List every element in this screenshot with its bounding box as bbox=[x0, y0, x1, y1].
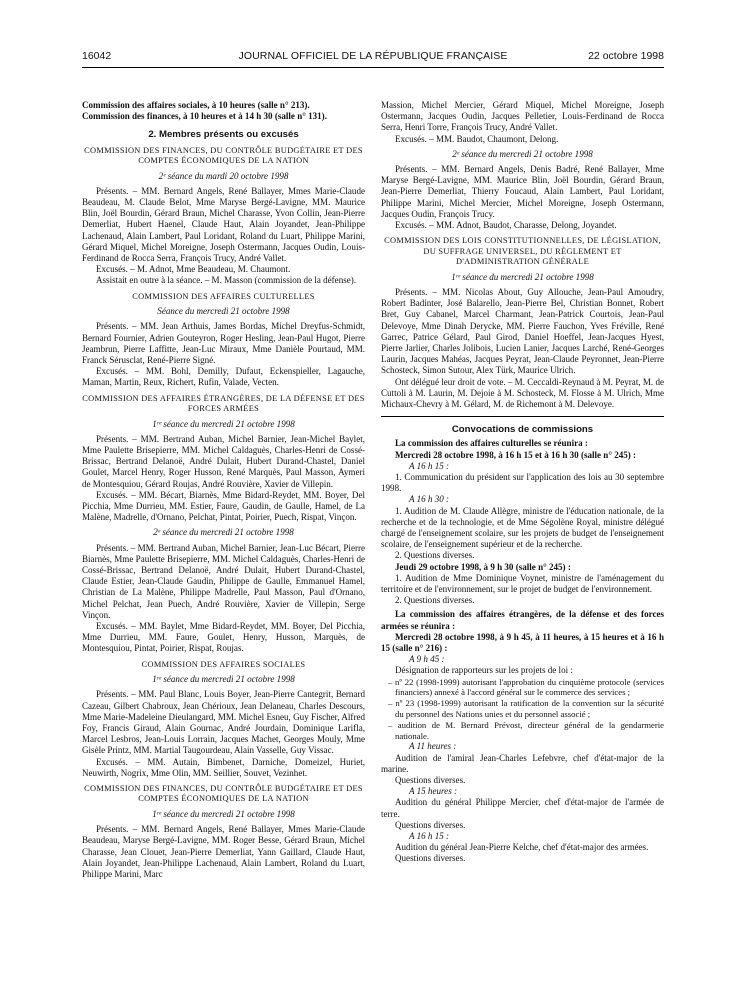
agenda-subitem: – nº 22 (1998-1999) autorisant l'approbation du cinquième protocole (services financiers) annexé à l'accord général sur le commerce des services ; bbox=[388, 676, 664, 698]
convocation-intro: La commission des affaires culturelles se réunira : bbox=[395, 438, 588, 449]
header-rule bbox=[82, 67, 664, 68]
session-title: 2ᵉ séance du mardi 20 octobre 1998 bbox=[158, 170, 289, 181]
session-title: Séance du mercredi 21 octobre 1998 bbox=[157, 306, 290, 317]
presents-paragraph: Présents. – MM. Bernard Angels, Denis Badré, René Ballayer, Mme Maryse Bergé-Lavigne, MM. Maurice Blin, Joël Bourdin, Gérard Braun, Jean-Pierre Demerliat, Thierry Foucaud, Alain Lambert, Paul Loridant, Philippe Marini, Michel Mercier, Michel Moreigne, Joseph Ostermann, Jacques Oudin, François Trucy. bbox=[381, 164, 664, 219]
agenda-item: Questions diverses. bbox=[395, 853, 466, 864]
time-slot: A 11 heures : bbox=[409, 741, 457, 752]
left-column bbox=[82, 100, 365, 880]
journal-title: JOURNAL OFFICIEL DE LA RÉPUBLIQUE FRANÇAISE bbox=[238, 50, 508, 62]
convocation-intro: La commission des affaires étrangères, de la défense et des forces armées se réunira : bbox=[381, 609, 664, 631]
agenda-item: 1. Audition de M. Claude Allègre, ministre de l'éducation nationale, de la recherche et de la technologie, et de Mme Ségolène Royal, ministre délégué chargé de l'enseignement scolaire, sur les projets de budget de l'enseignement scolaire, de l'enseignement supérieur et de la recherche. bbox=[381, 505, 664, 550]
time-slot: A 16 h 15 : bbox=[409, 460, 450, 471]
presents-paragraph: Présents. – MM. Bernard Angels, René Ballayer, Mmes Marie-Claude Beaudeau, Maryse Bergé-Lavigne, MM. Roger Besse, Gérard Braun, Michel Charasse, Jean Clouet, Jean-Pierre Demerliat, Yann Gaillard, Claude Haut, Alain Joyandet, Jean-Philippe Lachenaud, Alain Lambert, Roland du Luart, Philippe Marini, Marc bbox=[82, 824, 365, 879]
time-slot: A 16 h 15 : bbox=[409, 831, 450, 842]
section-title: 2. Membres présents ou excusés bbox=[148, 129, 299, 141]
page-number: 16042 bbox=[82, 50, 112, 62]
excuses-paragraph: Excusés. – MM. Bohl, Demilly, Dufaut, Eckenspieller, Lagauche, Maman, Martin, Reux, Richert, Rufin, Valade, Vecten. bbox=[82, 366, 365, 388]
excuses-paragraph: Excusés. – MM. Adnot, Baudot, Charasse, Delong, Joyandet. bbox=[395, 220, 617, 231]
presents-paragraph: Présents. – MM. Bertrand Auban, Michel Barnier, Jean-Michel Baylet, Mme Paulette Brisepierre, MM. Michel Caldaguès, Charles-Henri de Cossé-Brissac, Bertrand Delanoë, André Dulait, Hubert Durand-Chastel, Daniel Goulet, Marcel Henry, Roger Husson, René Marquès, Paul Masson, Aymeri de Montesquiou, Gérard Roujas, André Rouvière, Xavier de Villepin. bbox=[82, 433, 365, 489]
excuses-paragraph: Excusés. – MM. Autain, Bimbenet, Darniche, Domeizel, Huriet, Neuwirth, Nogrix, Mme Olin, MM. Seillier, Souvet, Vezinhet. bbox=[82, 756, 365, 778]
delegation-paragraph: Ont délégué leur droit de vote. – M. Ceccaldi-Reynaud à M. Peyrat, M. de Cuttoli à M. Laurin, M. Dejoie à M. Schosteck, M. Flosse à M. Ulrich, Mme Michaux-Chevry à M. Gélard, M. de Richemont à M. Delevoye. bbox=[381, 376, 664, 409]
agenda-item: 2. Questions diverses. bbox=[395, 595, 475, 606]
agenda-item: Désignation de rapporteurs sur les projets de loi : bbox=[395, 665, 573, 676]
presents-paragraph: Présents. – MM. Bertrand Auban, Michel Barnier, Jean-Luc Bécart, Pierre Biarnès, Mme Paulette Brisepierre, MM. Michel Caldaguès, Charles-Henri de Cossé-Brissac, Bertrand Delanoë, André Dulait, Hubert Durand-Chastel, Claude Estier, Jean-Claude Gaudin, Philippe de Gaulle, Emmanuel Hamel, Christian de La Malène, Philippe Madrelle, Paul Masson, Paul d'Ornano, Michel Pelchat, Jean Puech, André Rouvière, Xavier de Villepin, Serge Vinçon. bbox=[82, 542, 365, 620]
agenda-item: 1. Audition de Mme Dominique Voynet, ministre de l'aménagement du territoire et de l'environnement, sur le projet de budget de l'environnement. bbox=[381, 572, 664, 595]
time-slot: A 16 h 30 : bbox=[409, 494, 450, 505]
session-title: 1ʳᵉ séance du mercredi 21 octobre 1998 bbox=[152, 418, 295, 429]
agenda-item: Questions diverses. bbox=[395, 819, 466, 830]
time-slot: A 15 heures : bbox=[409, 786, 457, 797]
agenda-item: 1. Communication du président sur l'application des lois au 30 septembre 1998. bbox=[381, 471, 664, 494]
commission-title-finances: COMMISSION DES FINANCES, DU CONTRÔLE BUDGÉTAIRE ET DES COMPTES ÉCONOMIQUES DE LA NATION bbox=[84, 145, 363, 166]
presents-paragraph-continued: Massion, Michel Mercier, Gérard Miquel, Michel Moreigne, Joseph Ostermann, Jacques Oudin, Jacques Pelletier, Louis-Ferdinand de Rocca Serra, Henri Torre, François Trucy, André Vallet. bbox=[381, 100, 664, 133]
page-header bbox=[82, 50, 664, 66]
excuses-paragraph: Excusés. – M. Adnot, Mme Beaudeau, M. Chaumont. bbox=[96, 264, 291, 275]
presents-paragraph: Présents. – MM. Bernard Angels, René Ballayer, Mmes Marie-Claude Beaudeau, M. Claude Belot, Mme Maryse Bergé-Lavigne, MM. Maurice Blin, Joël Bourdin, Gérard Braun, Michel Charasse, Yvon Collin, Jean-Pierre Demerliat, Hubert Haenel, Claude Haut, Alain Joyandet, Jean-Philippe Lachenaud, Alain Lambert, Paul Loridant, Roland du Luart, Philippe Marini, Gérard Miquel, Michel Moreigne, Joseph Ostermann, Jacques Oudin, Louis-Ferdinand de Rocca Serra, François Trucy, André Vallet. bbox=[82, 185, 365, 264]
commission-title-etrangeres: COMMISSION DES AFFAIRES ÉTRANGÈRES, DE LA DÉFENSE ET DES FORCES ARMÉES bbox=[82, 393, 365, 414]
time-slot: A 9 h 45 : bbox=[409, 654, 445, 665]
agenda-subitem: – nº 23 (1998-1999) autorisant la ratification de la convention sur la sécurité du personnel des Nations unies et du personnel associé ; bbox=[388, 698, 664, 720]
lead-finances: Commission des finances, à 10 heures et à 14 h 30 (salle n° 131). bbox=[82, 111, 327, 122]
excuses-paragraph: Excusés. – MM. Baudot, Chaumont, Delong. bbox=[395, 133, 559, 144]
issue-date: 22 octobre 1998 bbox=[588, 50, 664, 62]
agenda-item: Audition du général Jean-Pierre Kelche, chef d'état-major des armées. bbox=[395, 842, 649, 853]
convocation-date: Jeudi 29 octobre 1998, à 9 h 30 (salle n° 245) : bbox=[395, 561, 571, 572]
agenda-item: 2. Questions diverses. bbox=[395, 550, 475, 561]
commission-title-sociales: COMMISSION DES AFFAIRES SOCIALES bbox=[141, 659, 306, 669]
commission-title-lois: COMMISSION DES LOIS CONSTITUTIONNELLES, DE LÉGISLATION, DU SUFFRAGE UNIVERSEL, DU RÈGLEMENT ET D'ADMINISTRATION GÉNÉRALE bbox=[384, 236, 661, 267]
agenda-item: Audition de l'amiral Jean-Charles Lefebvre, chef d'état-major de la marine. bbox=[381, 752, 664, 774]
presents-paragraph: Présents. – MM. Jean Arthuis, James Bordas, Michel Dreyfus-Schmidt, Bernard Fournier, Adrien Gouteyron, Roger Hesling, Jean-Paul Hugot, Pierre Jeambrun, Pierre Laffitte, Jean-Luc Miraux, Mme Danièle Pourtaud, MM. Franck Sérusclat, René-Pierre Signé. bbox=[82, 321, 365, 365]
excuses-paragraph: Excusés. – MM. Baylet, Mme Bidard-Reydet, MM. Boyer, Del Picchia, Mme Durrieu, MM. Faure, Goulet, Henry, Husson, Marquès, de Montesquiou, Pintat, Poirier, Rispat, Roujas. bbox=[82, 621, 365, 654]
session-title: 1ʳᵉ séance du mercredi 21 octobre 1998 bbox=[152, 674, 295, 685]
session-title: 1ʳᵉ séance du mercredi 21 octobre 1998 bbox=[451, 271, 594, 282]
session-title: 1ʳᵉ séance du mercredi 21 octobre 1998 bbox=[152, 808, 295, 819]
session-title: 2ᵉ séance du mercredi 21 octobre 1998 bbox=[452, 148, 593, 159]
assistait-paragraph: Assistait en outre à la séance. – M. Masson (commission de la défense). bbox=[96, 275, 357, 286]
commission-title-culturelles: COMMISSION DES AFFAIRES CULTURELLES bbox=[132, 291, 315, 301]
convocation-date: Mercredi 28 octobre 1998, à 9 h 45, à 11 heures, à 15 heures et à 16 h 15 (salle n° 216) : bbox=[381, 631, 664, 654]
agenda-item: Audition du général Philippe Mercier, chef d'état-major de l'armée de terre. bbox=[381, 797, 664, 819]
session-title: 2ᵉ séance du mercredi 21 octobre 1998 bbox=[153, 527, 294, 538]
section-divider bbox=[381, 416, 664, 417]
convocation-date: Mercredi 28 octobre 1998, à 16 h 15 et à 16 h 30 (salle n° 245) : bbox=[395, 449, 637, 460]
presents-paragraph: Présents. – MM. Paul Blanc, Louis Boyer, Jean-Pierre Cantegrit, Bernard Cazeau, Gilbert Chabroux, Jean Chérioux, Jean Delaneau, Charles Descours, Mme Marie-Madeleine Dieulangard, MM. Michel Esneu, Guy Fischer, Alfred Foy, Francis Giraud, Alain Gournac, André Jourdain, Dominique Larifla, Marcel Lesbros, Jean-Louis Lorrain, Jacques Machet, Georges Mouly, Mme Gisèle Printz, MM. Martial Taugourdeau, Alain Vasselle, Guy Vissac. bbox=[82, 689, 365, 756]
lead-affaires-sociales: Commission des affaires sociales, à 10 heures (salle n° 213). bbox=[82, 100, 310, 110]
excuses-paragraph: Excusés. – MM. Bécart, Biarnès, Mme Bidard-Reydet, MM. Boyer, Del Picchia, Mme Durrieu, MM. Estier, Faure, Gaudin, de Gaulle, Hamel, de La Malène, Madrelle, d'Ornano, Pelchat, Pintat, Poirier, Puech, Rispat, Vinçon. bbox=[82, 489, 365, 523]
presents-paragraph: Présents. – MM. Nicolas About, Guy Allouche, Jean-Paul Amoudry, Robert Badinter, José Balarello, Jean-Pierre Bel, Christian Bonnet, Robert Bret, Guy Cabanel, Marcel Charmant, Jean-Patrick Courtois, Jean-Paul Delevoye, Mme Dinah Derycke, MM. Pierre Fauchon, Yves Fréville, René Garrec, Patrice Gélard, Paul Girod, Daniel Hoeffel, Jean-Jacques Hyest, Pierre Jarlier, Charles Jolibois, Lucien Lanier, Jacques Larché, René-Georges Laurin, Jacques Mahéas, Jacques Peyrat, Jean-Claude Peyronnet, Jean-Pierre Schosteck, Simon Sutour, Alex Türk, Maurice Ulrich. bbox=[381, 286, 664, 376]
agenda-item: Questions diverses. bbox=[395, 775, 466, 786]
convocations-title: Convocations de commissions bbox=[451, 424, 594, 436]
right-column bbox=[381, 100, 664, 865]
agenda-subitem: – audition de M. Bernard Prévost, directeur général de la gendarmerie nationale. bbox=[388, 719, 664, 741]
commission-title-finances: COMMISSION DES FINANCES, DU CONTRÔLE BUDGÉTAIRE ET DES COMPTES ÉCONOMIQUES DE LA NATION bbox=[84, 783, 363, 804]
